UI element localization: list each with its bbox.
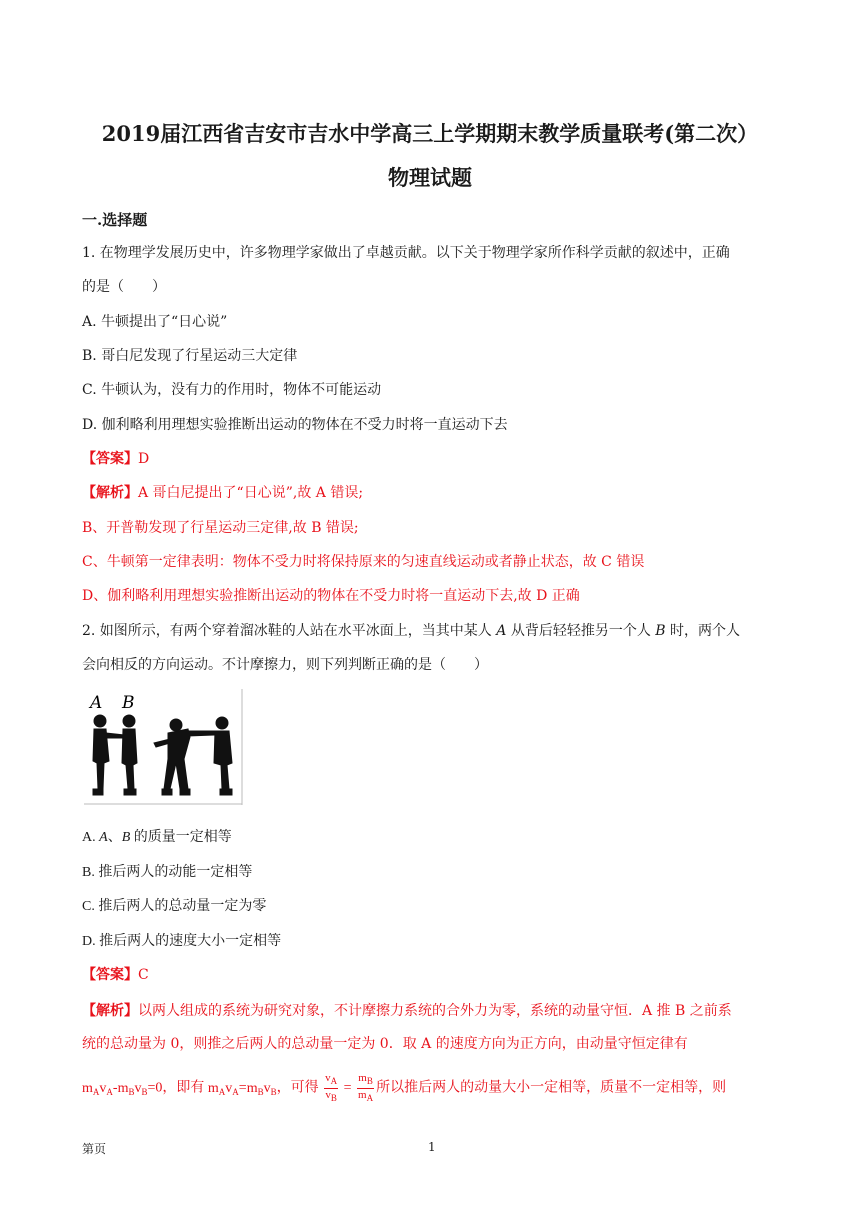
- q1-stem-line-2: 的是（ ）: [82, 279, 166, 295]
- analysis-text: 所以推后两人的动量大小一定相等，质量不一定相等，则: [376, 1080, 727, 1096]
- q1-analysis-line-4: D、伽利略利用理想实验推断出运动的物体在不受力时将一直运动下去,故 D 正确: [82, 588, 580, 604]
- eq-velocity-a: $v_A$: [225, 1080, 239, 1097]
- q2-analysis-line-1: [82, 1000, 732, 1020]
- q1-option-d: D. 伽利略利用理想实验推断出运动的物体在不受力时将一直运动下去: [82, 417, 508, 433]
- eq-text: =0，即有: [147, 1080, 208, 1096]
- footer-page-label: 第页: [82, 1142, 107, 1156]
- section-heading: 一.选择题: [82, 211, 148, 229]
- q1-stem-line-1: 1. 在物理学发展历史中，许多物理学家做出了卓越贡献。以下关于物理学家所作科学贡献的叙述中，正确: [82, 245, 730, 261]
- q2-stem-line-2: 会向相反的方向运动。不计摩擦力，则下列判断正确的是（ ）: [82, 657, 488, 673]
- eq-mass-a: $m_A$: [207, 1080, 226, 1097]
- analysis-label: 【解析】: [82, 485, 138, 501]
- eq-velocity-b: $v_B$: [263, 1080, 277, 1097]
- velocity-ratio-fraction: $\frac{v_A}{v_B}$: [325, 1072, 338, 1103]
- option-text: 的质量一定相等: [130, 830, 232, 845]
- q2-option-d: D. 推后两人的速度大小一定相等: [82, 934, 282, 949]
- skater-a-figure: [93, 715, 124, 795]
- q1-analysis-line-1: [82, 482, 363, 502]
- q1-analysis-line-2: B、开普勒发现了行星运动三定律,故 B 错误;: [82, 520, 359, 536]
- title-line-1: 2019届江西省吉安市吉水中学高三上学期期末教学质量联考(第二次）: [101, 121, 759, 146]
- stem-text: 时，两个人: [665, 623, 741, 639]
- eq-text: ，可得: [276, 1080, 323, 1096]
- person-b: B: [121, 830, 131, 845]
- skater-pushed-figure: [154, 719, 214, 795]
- person-a: A: [99, 830, 108, 845]
- eq-equals: =: [340, 1080, 356, 1096]
- q1-option-b: B. 哥白尼发现了行星运动三大定律: [82, 348, 298, 364]
- stem-text: 从背后轻轻推另一个人: [506, 623, 656, 639]
- answer-value: C: [138, 967, 149, 983]
- eq-minus: -: [112, 1080, 118, 1096]
- eq-mass-a: $m_A$: [82, 1080, 100, 1097]
- skater-pusher-figure: [214, 717, 232, 795]
- q2-stem-line-1: [82, 620, 740, 640]
- answer-label: 【答案】: [82, 967, 138, 983]
- answer-value: D: [138, 451, 150, 467]
- analysis-text: 以两人组成的系统为研究对象，不计摩擦力系统的合外力为零，系统的动量守恒．A 推 B 之前系: [138, 1003, 732, 1019]
- footer-page-number: 1: [428, 1140, 436, 1154]
- q1-option-c: C. 牛顿认为，没有力的作用时，物体不可能运动: [82, 382, 382, 398]
- q1-answer: [82, 448, 149, 468]
- answer-label: 【答案】: [82, 451, 138, 467]
- eq-mass-b: $m_B$: [117, 1080, 135, 1097]
- eq-mass-b: $m_B$: [246, 1080, 264, 1097]
- option-prefix: A.: [82, 830, 100, 845]
- q2-option-b: B. 推后两人的动能一定相等: [82, 865, 253, 880]
- stem-text: 2. 如图所示，有两个穿着溜冰鞋的人站在水平冰面上，当其中某人: [82, 623, 497, 639]
- q2-analysis-line-3: [82, 1072, 726, 1105]
- q2-answer: [82, 964, 149, 984]
- analysis-label: 【解析】: [82, 1003, 138, 1019]
- q2-option-a: [82, 826, 232, 846]
- mass-ratio-fraction: $\frac{m_B}{m_A}$: [358, 1072, 374, 1103]
- skaters-figure: [84, 689, 244, 805]
- q2-option-c: C. 推后两人的总动量一定为零: [82, 899, 267, 914]
- separator: 、: [107, 830, 122, 845]
- eq-equals: =: [238, 1080, 247, 1096]
- analysis-text: A 哥白尼提出了“日心说”,故 A 错误;: [138, 485, 364, 501]
- q1-analysis-line-3: C、牛顿第一定律表明：物体不受力时将保持原来的匀速直线运动或者静止状态，故 C 错误: [82, 554, 645, 570]
- eq-velocity-b: $v_B$: [134, 1080, 148, 1097]
- eq-velocity-a: $v_A$: [99, 1080, 113, 1097]
- person-b: B: [655, 623, 666, 639]
- title-line-2: 物理试题: [388, 165, 472, 190]
- figure-label-a: A: [90, 693, 103, 713]
- figure-label-b: B: [122, 693, 135, 713]
- person-a: A: [496, 623, 507, 639]
- q2-analysis-line-2: 统的总动量为 0，则推之后两人的总动量一定为 0．取 A 的速度方向为正方向，由动量守恒定律有: [82, 1036, 688, 1052]
- skater-b-figure: [122, 715, 137, 795]
- q1-option-a: A. 牛顿提出了“日心说”: [82, 314, 228, 330]
